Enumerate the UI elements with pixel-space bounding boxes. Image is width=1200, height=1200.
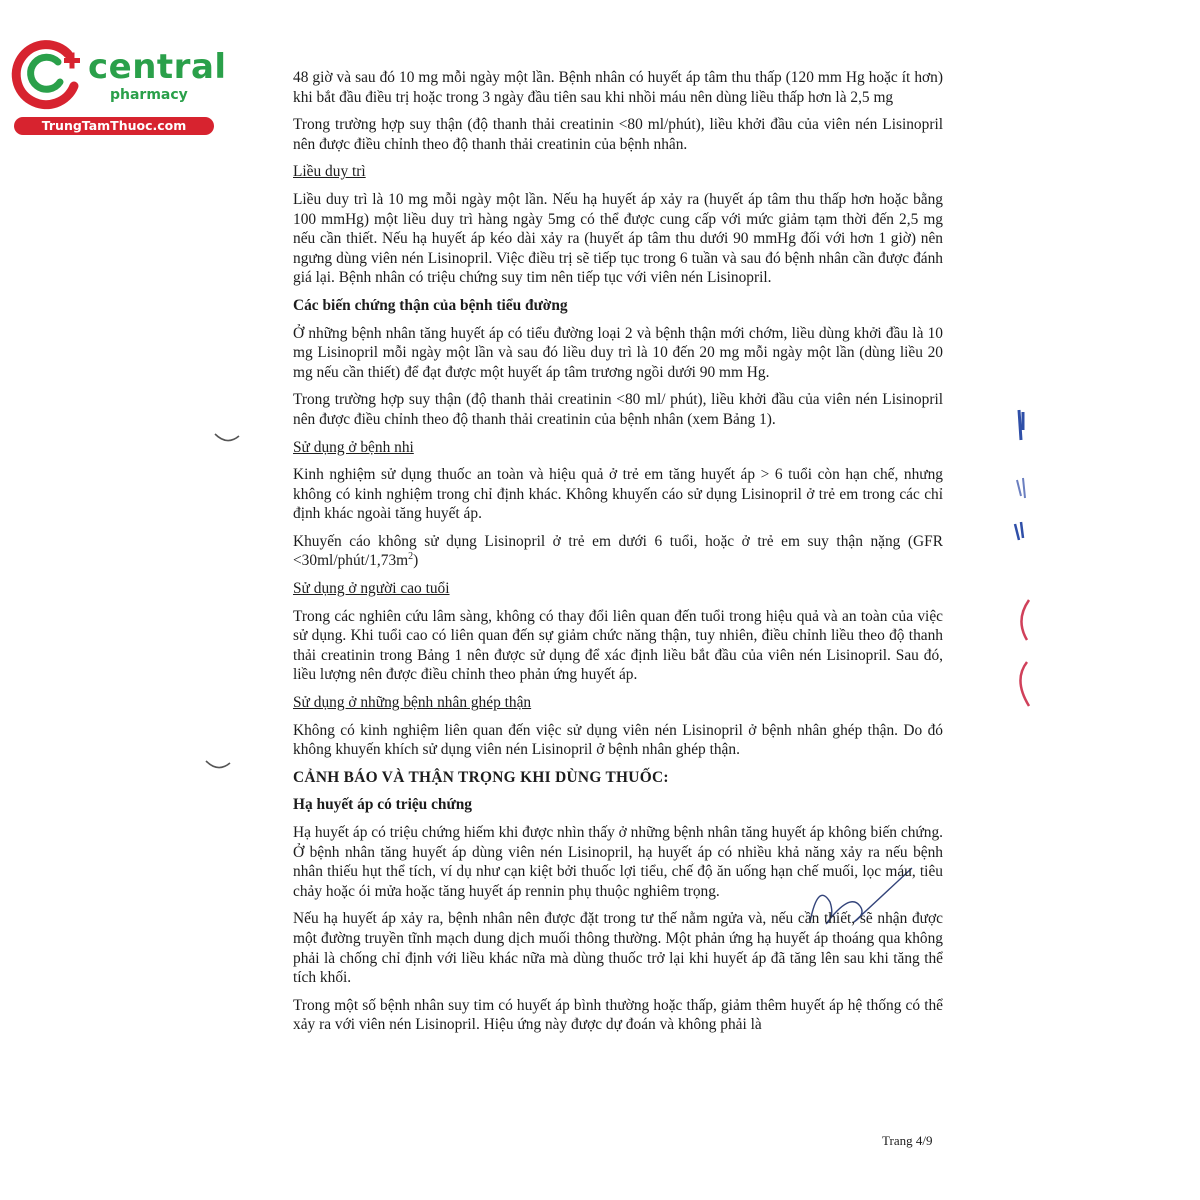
punch-hole-mark [212,430,242,446]
heading-warnings: CẢNH BÁO VÀ THẬN TRỌNG KHI DÙNG THUỐC: [293,768,669,786]
punch-hole-mark [203,757,233,773]
paragraph: Liều duy trì là 10 mg mỗi ngày một lần. Nếu hạ huyết áp xảy ra (huyết áp tâm thu thấp hơn hoặc bằng 100 mmHg) một liều duy trì hàng ngày 5mg có thể được cung cấp với mức giảm tạm thời đến 2,5 mg nếu cần thiết. Nếu hạ huyết áp kéo dài xảy ra (huyết áp tâm thu dưới 90 mmHg đối với hơn 1 giờ) nên ngưng dùng viên nén Lisinopril. Việc điều trị sẽ tiếp tục trong 6 tuần và sau đó bệnh nhân cần được đánh giá lại. Bệnh nhân có triệu chứng suy tim nên tiếp tục với viên nén Lisinopril. [293,190,943,287]
subheading-transplant-use: Sử dụng ở những bệnh nhân ghép thận [293,694,532,712]
paragraph: Nếu hạ huyết áp xảy ra, bệnh nhân nên được đặt trong tư thế nằm ngửa và, nếu cần thiết, sẽ nhận được một đường truyền tĩnh mạch dung dịch muối thông thường. Một phản ứng hạ huyết áp thoáng qua không phải là chống chỉ định với liều khác nữa mà dùng thuốc trở lại khi huyết áp đã tăng lên sau khi tăng thể tích khối. [293,910,943,987]
subheading-pediatric-use: Sử dụng ở bệnh nhi [293,438,414,456]
heading-symptomatic-hypotension: Hạ huyết áp có triệu chứng [293,796,472,814]
paragraph: Trong trường hợp suy thận (độ thanh thải creatinin <80 ml/ phút), liều khởi đầu của viên nén Lisinopril nên được điều chỉnh theo độ thanh thải creatinin của bệnh nhân (xem Bảng 1). [293,391,943,428]
subheading-elderly-use: Sử dụng ở người cao tuổi [293,580,450,598]
paragraph: 48 giờ và sau đó 10 mg mỗi ngày một lần. Bệnh nhân có huyết áp tâm thu thấp (120 mm Hg hoặc ít hơn) khi bắt đầu điều trị hoặc trong 3 ngày đầu tiên sau khi nhồi máu nên dùng liều thấp hơn là 2,5 mg [293,69,943,106]
subheading-maintenance-dose: Liều duy trì [293,163,366,181]
logo-mark-icon [10,36,90,114]
paragraph: Kinh nghiệm sử dụng thuốc an toàn và hiệu quả ở trẻ em tăng huyết áp > 6 tuổi còn hạn chế, nhưng không có kinh nghiệm trong chỉ định khác. Không khuyến cáo sử dụng Lisinopril ở trẻ em trong các chỉ định khác ngoài tăng huyết áp. [293,466,943,523]
document-body [293,68,943,1043]
paragraph-text: Khuyến cáo không sử dụng Lisinopril ở trẻ em dưới 6 tuổi, hoặc ở trẻ em suy thận nặng (GFR <30ml/phút/1,73m [293,532,943,570]
brand-logo [10,36,227,136]
paragraph: Trong trường hợp suy thận (độ thanh thải creatinin <80 ml/phút), liều khởi đầu của viên nén Lisinopril nên được điều chỉnh theo độ thanh thải creatinin của bệnh nhân. [293,116,943,153]
paragraph-text: ) [413,552,419,570]
heading-diabetic-nephropathy: Các biến chứng thận của bệnh tiểu đường [293,296,568,314]
paragraph: Không có kinh nghiệm liên quan đến việc sử dụng viên nén Lisinopril ở bệnh nhân ghép thận. Do đó không khuyến khích sử dụng viên nén Lisinopril ở bệnh nhân ghép thận. [293,721,943,759]
paragraph: Hạ huyết áp có triệu chứng hiếm khi được nhìn thấy ở những bệnh nhân tăng huyết áp không biến chứng. Ở bệnh nhân tăng huyết áp dùng viên nén Lisinopril, hạ huyết áp có nhiều khả năng xảy ra nếu bệnh nhân thiếu hụt thể tích, ví dụ như cạn kiệt bởi thuốc lợi tiểu, chế độ ăn uống hạn chế muối, lọc máu, tiêu chảy hoặc ói mửa hoặc tăng huyết áp rennin phụ thuộc nghiêm trọng. [293,824,943,900]
page-number: Trang 4/9 [882,1133,933,1148]
logo-sub-text: pharmacy [110,87,188,103]
paragraph: Ở những bệnh nhân tăng huyết áp có tiểu đường loại 2 và bệnh thận mới chớm, liều dùng khởi đầu là 10 mg Lisinopril mỗi ngày một lần và sau đó liều duy trì là 10 đến 20 mg mỗi ngày một lần (dùng liều 20 mg nếu cần thiết) để đạt được một huyết áp tâm trương ngồi dưới 90 mm Hg. [293,324,943,381]
logo-url-badge: TrungTamThuoc.com [14,117,214,135]
stamp-fragment-icon [1005,400,1035,720]
logo-brand-text: central [88,47,227,87]
paragraph: Trong một số bệnh nhân suy tim có huyết áp bình thường hoặc thấp, giảm thêm huyết áp hệ thống có thể xảy ra với viên nén Lisinopril. Hiệu ứng này được dự đoán và không phải là [293,996,943,1034]
superscript: 2 [408,551,414,563]
paragraph [293,532,943,571]
paragraph: Trong các nghiên cứu lâm sàng, không có thay đổi liên quan đến tuổi trong hiệu quả và an toàn của việc sử dụng. Khi tuổi cao có liên quan đến sự giảm chức năng thận, tuy nhiên, điều chỉnh liều theo độ thanh thải creatinin trong Bảng 1 nên được sử dụng để xác định liều bắt đầu của viên nén Lisinopril. Sau đó, liều lượng nên được điều chỉnh theo phản ứng huyết áp. [293,607,943,684]
